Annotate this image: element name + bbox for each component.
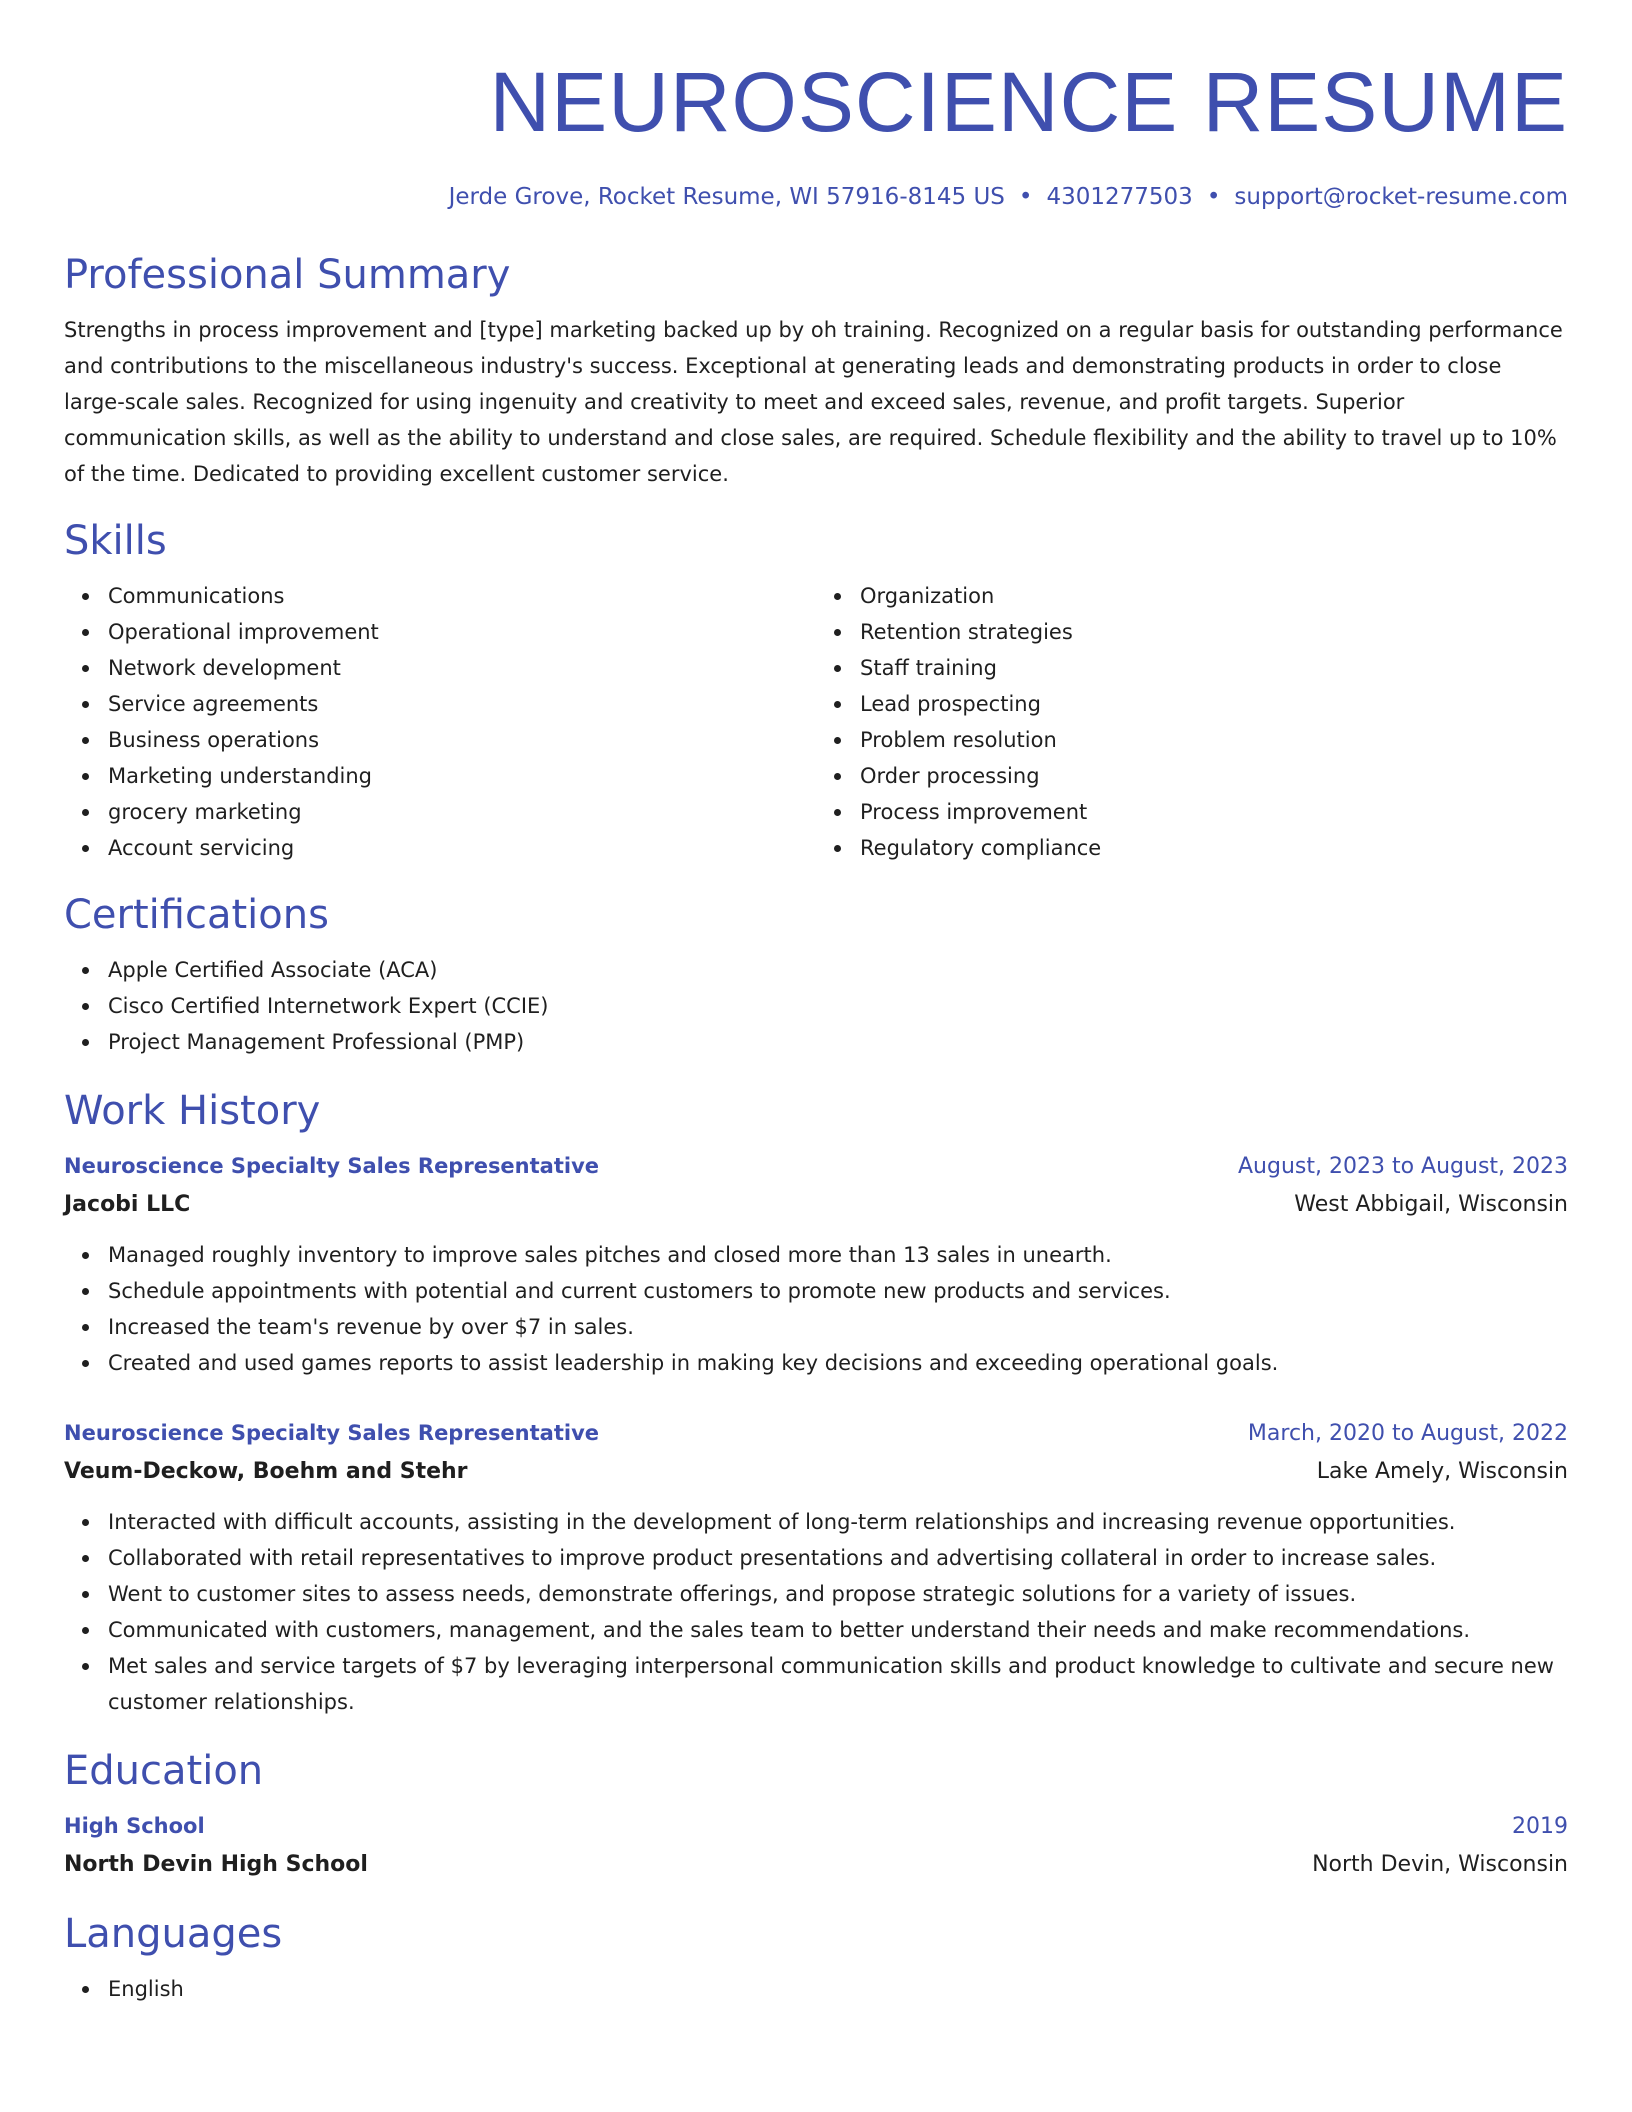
languages-list bbox=[64, 1971, 1568, 2007]
contact-separator: • bbox=[1018, 184, 1033, 210]
resume-title: NEUROSCIENCE RESUME bbox=[489, 55, 1568, 149]
contact-address: Jerde Grove, Rocket Resume, WI 57916-8145 US bbox=[448, 184, 1005, 210]
job-location: West Abbigail, Wisconsin bbox=[1294, 1192, 1568, 1217]
job-location: Lake Amely, Wisconsin bbox=[1316, 1459, 1568, 1484]
job-role: Neuroscience Specialty Sales Representative bbox=[64, 1421, 600, 1445]
job-entry bbox=[64, 1148, 1568, 1381]
job-bullet: Managed roughly inventory to improve sales pitches and closed more than 13 sales in unearth. bbox=[108, 1237, 1568, 1273]
job-dates: March, 2020 to August, 2022 bbox=[1247, 1421, 1568, 1446]
job-entry bbox=[64, 1415, 1568, 1720]
skill-item: Account servicing bbox=[108, 830, 816, 866]
skill-item: Service agreements bbox=[108, 686, 816, 722]
section-title-certifications: Certifications bbox=[64, 892, 329, 938]
skill-item: Regulatory compliance bbox=[860, 830, 1568, 866]
job-company-row bbox=[64, 1185, 1568, 1225]
certification-item: Project Management Professional (PMP) bbox=[108, 1024, 1568, 1060]
job-dates: August, 2023 to August, 2023 bbox=[1238, 1154, 1568, 1179]
contact-separator: • bbox=[1206, 184, 1221, 210]
section-title-work-history: Work History bbox=[64, 1088, 321, 1134]
resume-page bbox=[64, 0, 1568, 2007]
job-bullet: Created and used games reports to assist leadership in making key decisions and exceeding operational goals. bbox=[108, 1345, 1568, 1381]
skill-item: Operational improvement bbox=[108, 614, 816, 650]
contact-phone: 4301277503 bbox=[1046, 184, 1193, 210]
job-bullet: Met sales and service targets of $7 by leveraging interpersonal communication skills and product knowledge to cultivate and secure new customer relationships. bbox=[108, 1648, 1568, 1720]
section-title-languages: Languages bbox=[64, 1911, 283, 1957]
education-header-row bbox=[64, 1808, 1568, 1845]
skill-item: Lead prospecting bbox=[860, 686, 1568, 722]
job-bullet: Increased the team's revenue by over $7 in sales. bbox=[108, 1309, 1568, 1345]
job-company: Veum-Deckow, Boehm and Stehr bbox=[64, 1459, 468, 1484]
contact-email: support@rocket-resume.com bbox=[1234, 184, 1568, 210]
skill-item: Order processing bbox=[860, 758, 1568, 794]
skill-item: grocery marketing bbox=[108, 794, 816, 830]
summary-text: Strengths in process improvement and [type] marketing backed up by oh training. Recognized on a regular basis for outstanding performance and contributions to the miscellaneous industry's success. Exceptional at generating leads and demonstrating products in order to close large-scale sales. Recognized for using ingenuity and creativity to meet and exceed sales, revenue, and profit targets. Superior communication skills, as well as the ability to understand and close sales, are required. Schedule flexibility and the ability to travel up to 10% of the time. Dedicated to providing excellent customer service. bbox=[64, 318, 1563, 486]
language-item: English bbox=[108, 1971, 1568, 2007]
resume-header bbox=[64, 0, 1568, 212]
education-school-row bbox=[64, 1845, 1568, 1885]
certifications-list bbox=[64, 952, 1568, 1060]
contact-line bbox=[64, 182, 1568, 212]
job-bullet: Communicated with customers, management, and the sales team to better understand their needs and make recommendations. bbox=[108, 1612, 1568, 1648]
job-role: Neuroscience Specialty Sales Representative bbox=[64, 1154, 600, 1178]
section-title-education: Education bbox=[64, 1748, 264, 1794]
section-title-skills: Skills bbox=[64, 518, 167, 564]
job-bullet: Collaborated with retail representatives to improve product presentations and advertising collateral in order to increase sales. bbox=[108, 1540, 1568, 1576]
skills-list-left bbox=[64, 578, 816, 866]
skill-item: Communications bbox=[108, 578, 816, 614]
job-company-row bbox=[64, 1452, 1568, 1492]
education-school: North Devin High School bbox=[64, 1852, 368, 1877]
skill-item: Business operations bbox=[108, 722, 816, 758]
certification-item: Apple Certified Associate (ACA) bbox=[108, 952, 1568, 988]
skills-columns bbox=[64, 578, 1568, 866]
job-bullets bbox=[64, 1504, 1568, 1720]
job-header-row bbox=[64, 1415, 1568, 1452]
skill-item: Marketing understanding bbox=[108, 758, 816, 794]
skill-item: Retention strategies bbox=[860, 614, 1568, 650]
education-location: North Devin, Wisconsin bbox=[1312, 1852, 1568, 1877]
job-bullet: Schedule appointments with potential and current customers to promote new products and services. bbox=[108, 1273, 1568, 1309]
education-degree: High School bbox=[64, 1814, 205, 1838]
education-entry bbox=[64, 1808, 1568, 1885]
job-header-row bbox=[64, 1148, 1568, 1185]
job-bullet: Interacted with difficult accounts, assisting in the development of long-term relationships and increasing revenue opportunities. bbox=[108, 1504, 1568, 1540]
skills-list-right bbox=[816, 578, 1568, 866]
job-bullet: Went to customer sites to assess needs, demonstrate offerings, and propose strategic solutions for a variety of issues. bbox=[108, 1576, 1568, 1612]
skill-item: Network development bbox=[108, 650, 816, 686]
job-bullets bbox=[64, 1237, 1568, 1381]
skill-item: Problem resolution bbox=[860, 722, 1568, 758]
section-title-summary: Professional Summary bbox=[64, 252, 511, 298]
education-year: 2019 bbox=[1512, 1814, 1568, 1839]
job-company: Jacobi LLC bbox=[64, 1192, 191, 1217]
skill-item: Organization bbox=[860, 578, 1568, 614]
skill-item: Staff training bbox=[860, 650, 1568, 686]
certification-item: Cisco Certified Internetwork Expert (CCIE) bbox=[108, 988, 1568, 1024]
skill-item: Process improvement bbox=[860, 794, 1568, 830]
